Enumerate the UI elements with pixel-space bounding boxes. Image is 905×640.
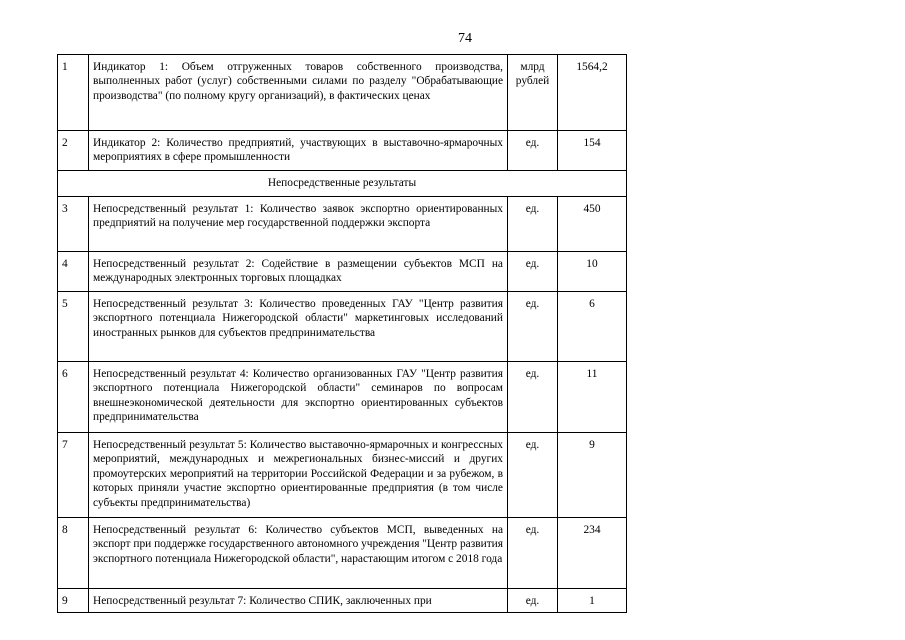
table-row (58, 197, 627, 252)
table-row (58, 252, 627, 292)
results-table (57, 54, 627, 613)
table-row (58, 131, 627, 171)
row-description: Индикатор 2: Количество предприятий, участвующих в выставочно-ярмарочных мероприятиях в сфере промышленности (89, 131, 508, 171)
row-number: 1 (58, 55, 89, 131)
row-value: 234 (558, 518, 627, 589)
table-row (58, 362, 627, 433)
row-number: 2 (58, 131, 89, 171)
page-number: 74 (458, 31, 472, 46)
section-heading: Непосредственные результаты (58, 171, 627, 197)
table-row (58, 433, 627, 518)
row-number: 8 (58, 518, 89, 589)
row-description: Непосредственный результат 5: Количество выставочно-ярмарочных и конгрессных мероприятий, международных и межрегиональных бизнес-миссий и других промоутерских мероприятий на территории Российской Федерации и за рубежом, в которых приняли участие экспортно ориентированные предприятия (в том числе субъекты предпринимательства) (89, 433, 508, 518)
row-unit: млрд рублей (508, 55, 558, 131)
row-description: Индикатор 1: Объем отгруженных товаров собственного производства, выполненных работ (услуг) собственными силами по разделу "Обрабатывающие производства" (по полному кругу организаций), в фактических ценах (89, 55, 508, 131)
row-value: 1 (558, 589, 627, 613)
row-number: 9 (58, 589, 89, 613)
row-number: 4 (58, 252, 89, 292)
row-unit: ед. (508, 433, 558, 518)
row-number: 5 (58, 292, 89, 362)
row-number: 7 (58, 433, 89, 518)
row-value: 10 (558, 252, 627, 292)
row-description: Непосредственный результат 3: Количество проведенных ГАУ "Центр развития экспортного потенциала Нижегородской области" маркетинговых исследований иностранных рынков для субъектов предпринимательства (89, 292, 508, 362)
row-unit: ед. (508, 252, 558, 292)
row-description: Непосредственный результат 4: Количество организованных ГАУ "Центр развития экспортного потенциала Нижегородской области" семинаров по вопросам внешнеэкономической деятельности для экспортно ориентированных субъектов предпринимательства (89, 362, 508, 433)
row-description: Непосредственный результат 2: Содействие в размещении субъектов МСП на международных электронных торговых площадках (89, 252, 508, 292)
row-value: 11 (558, 362, 627, 433)
table-row (58, 292, 627, 362)
table-row (58, 55, 627, 131)
table-row (58, 589, 627, 613)
row-unit: ед. (508, 589, 558, 613)
row-description: Непосредственный результат 6: Количество субъектов МСП, выведенных на экспорт при поддержке государственного автономного учреждения "Центр развития экспортного потенциала Нижегородской области", нарастающим итогом с 2018 года (89, 518, 508, 589)
row-unit: ед. (508, 131, 558, 171)
row-value: 154 (558, 131, 627, 171)
row-unit: ед. (508, 197, 558, 252)
row-value: 6 (558, 292, 627, 362)
row-description: Непосредственный результат 1: Количество заявок экспортно ориентированных предприятий на получение мер государственной поддержки экспорта (89, 197, 508, 252)
row-unit: ед. (508, 518, 558, 589)
row-number: 6 (58, 362, 89, 433)
section-heading-row (58, 171, 627, 197)
row-unit: ед. (508, 362, 558, 433)
row-number: 3 (58, 197, 89, 252)
row-value: 450 (558, 197, 627, 252)
row-value: 9 (558, 433, 627, 518)
table-row (58, 518, 627, 589)
row-unit: ед. (508, 292, 558, 362)
row-description: Непосредственный результат 7: Количество СПИК, заключенных при (93, 595, 432, 607)
row-value: 1564,2 (558, 55, 627, 131)
